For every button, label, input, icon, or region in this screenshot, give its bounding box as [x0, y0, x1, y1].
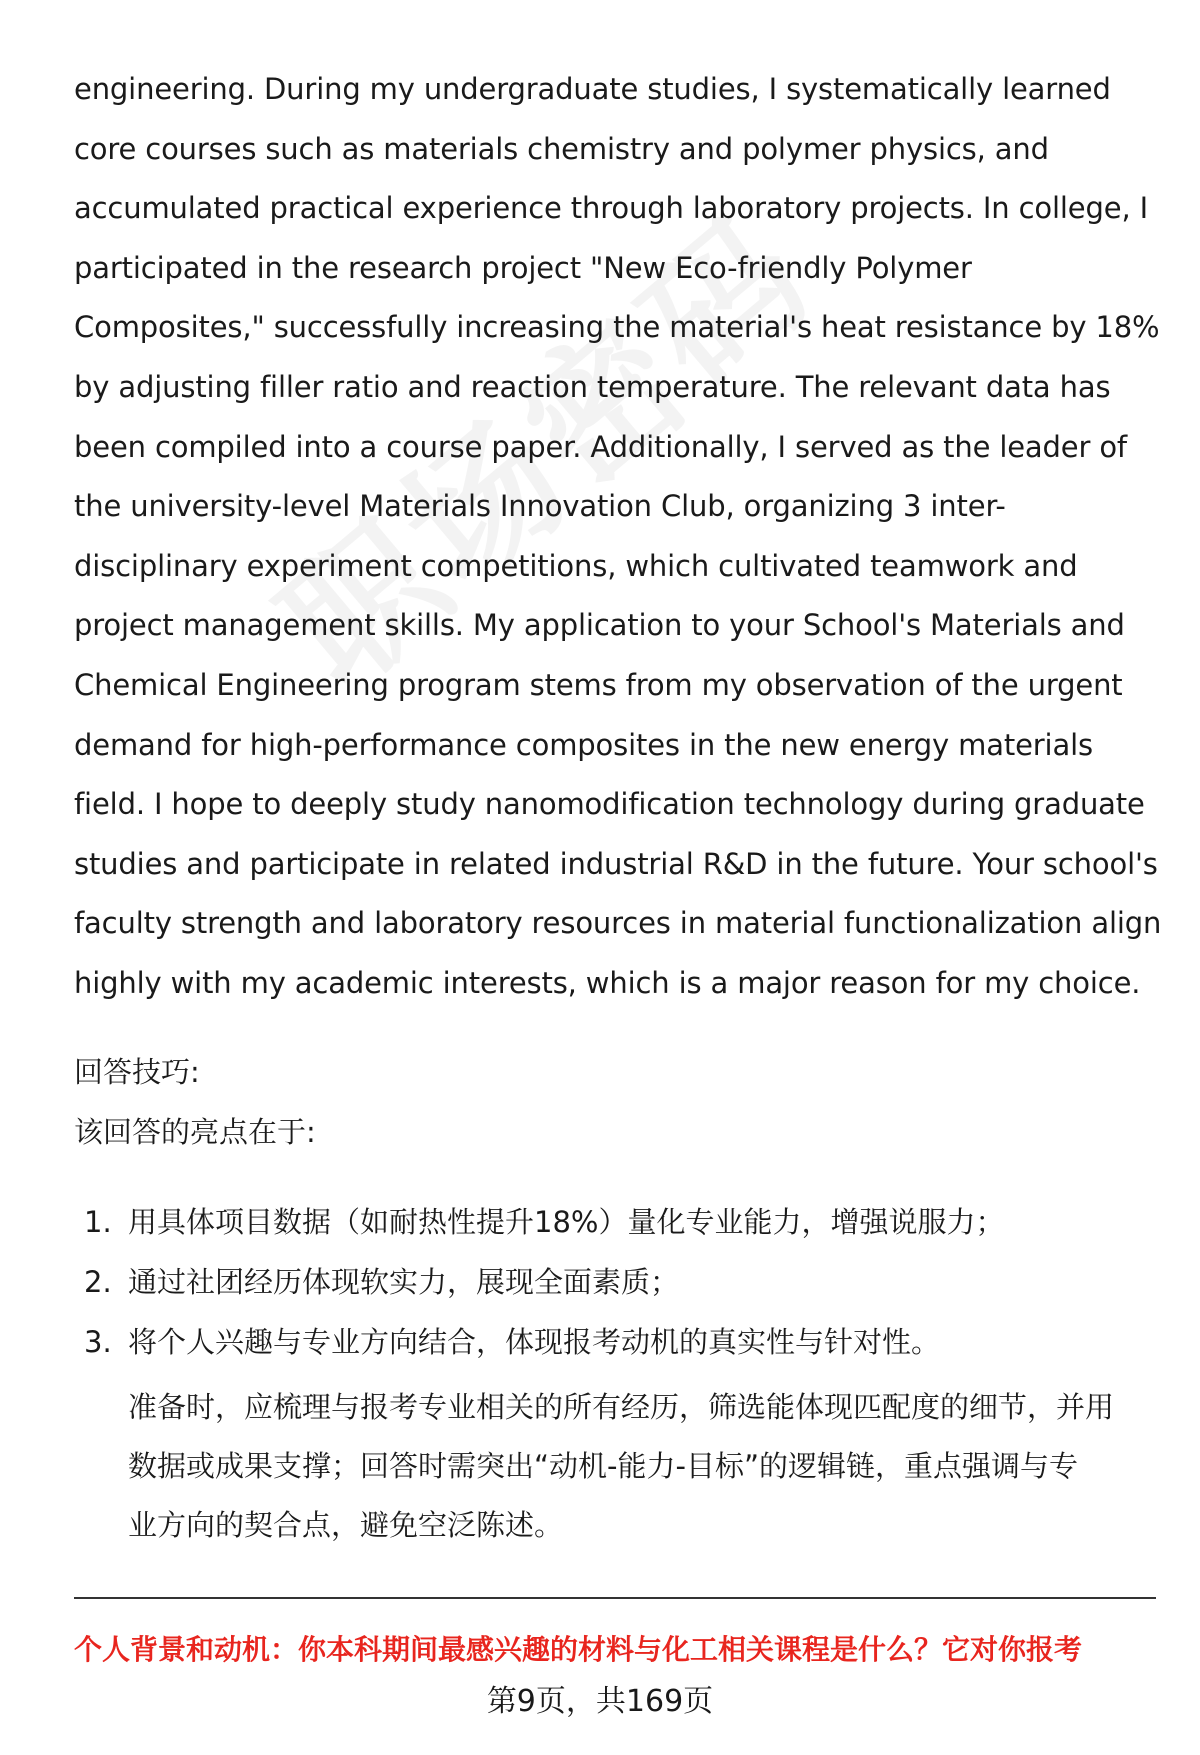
- list-item-text: 通过社团经历体现软实力，展现全面素质；: [128, 1265, 680, 1299]
- paragraph-line: accumulated practical experience through laboratory projects. In college, I: [74, 191, 1148, 226]
- paragraph-line: been compiled into a course paper. Additionally, I served as the leader of: [74, 429, 1127, 464]
- list-number: 2.: [84, 1265, 112, 1299]
- list-item: [74, 1320, 1154, 1380]
- paragraph-line: faculty strength and laboratory resources in material functionalization align: [74, 906, 1162, 941]
- paragraph-line: engineering. During my undergraduate studies, I systematically learned: [74, 72, 1111, 106]
- list-item-text: 用具体项目数据（如耐热性提升18%）量化专业能力，增强说服力；: [128, 1205, 1005, 1239]
- divider: [74, 1597, 1156, 1599]
- list-item: [74, 1200, 1154, 1260]
- paragraph-line: highly with my academic interests, which is a major reason for my choice.: [74, 965, 1141, 1000]
- paragraph-line: by adjusting filler ratio and reaction temperature. The relevant data has: [74, 369, 1111, 404]
- paragraph-line: Chemical Engineering program stems from my observation of the urgent: [74, 667, 1123, 702]
- list-number: 1.: [84, 1205, 112, 1239]
- next-question-heading: 个人背景和动机：你本科期间最感兴趣的材料与化工相关课程是什么？它对你报考: [74, 1633, 1083, 1666]
- paragraph-line: Composites," successfully increasing the material's heat resistance by 18%: [74, 310, 1160, 345]
- tips-heading: 回答技巧:: [74, 1055, 200, 1089]
- advice-line: 业方向的契合点，避免空泛陈述。: [128, 1508, 564, 1542]
- list-number: 3.: [84, 1325, 112, 1359]
- paragraph-line: core courses such as materials chemistry and polymer physics, and: [74, 131, 1049, 166]
- tips-list: [74, 1200, 1154, 1380]
- list-item: [74, 1260, 1154, 1320]
- advice-line: 数据或成果支撑；回答时需突出“动机-能力-目标”的逻辑链，重点强调与专: [128, 1449, 1078, 1483]
- paragraph-line: project management skills. My application to your School's Materials and: [74, 608, 1125, 643]
- list-item-text: 将个人兴趣与专业方向结合，体现报考动机的真实性与针对性。: [128, 1325, 941, 1359]
- paragraph-line: disciplinary experiment competitions, which cultivated teamwork and: [74, 548, 1078, 583]
- paragraph-line: field. I hope to deeply study nanomodification technology during graduate: [74, 787, 1145, 822]
- answer-paragraph: [74, 60, 1162, 1014]
- page-number: 第9页，共169页: [486, 1684, 714, 1719]
- advice-line: 准备时，应梳理与报考专业相关的所有经历，筛选能体现匹配度的细节，并用: [128, 1390, 1115, 1424]
- advice-paragraph: [128, 1378, 1114, 1555]
- paragraph-line: participated in the research project "New Eco-friendly Polymer: [74, 250, 972, 285]
- paragraph-line: demand for high-performance composites in the new energy materials: [74, 727, 1093, 762]
- paragraph-line: studies and participate in related industrial R&D in the future. Your school's: [74, 846, 1158, 881]
- tips-intro: 该回答的亮点在于:: [74, 1115, 316, 1149]
- paragraph-line: the university-level Materials Innovation Club, organizing 3 inter-: [74, 489, 1006, 524]
